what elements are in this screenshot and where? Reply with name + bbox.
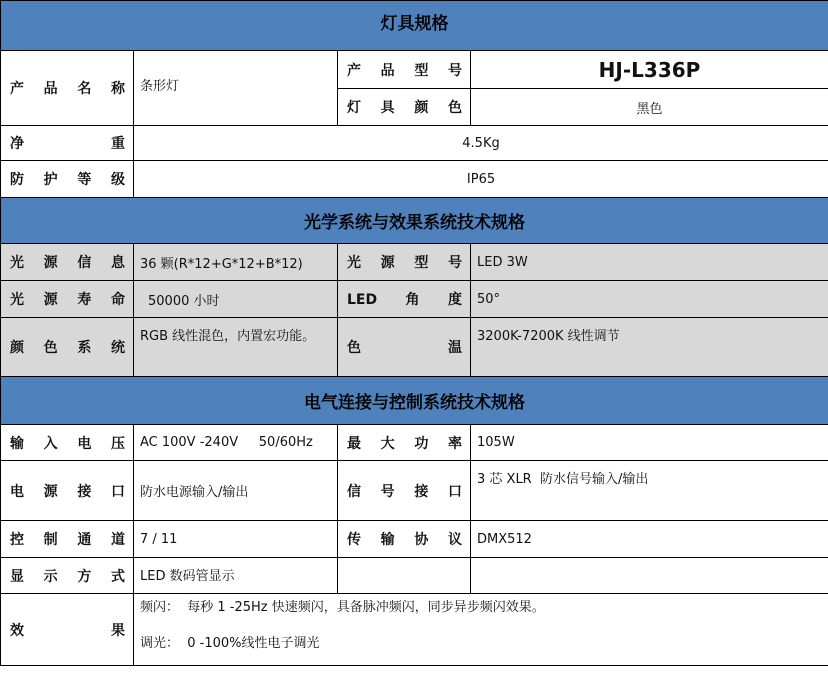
table-row: [1, 558, 828, 594]
effects-value: [134, 594, 828, 666]
signal-port-value: 3 芯 XLR 防水信号输入/输出: [471, 461, 828, 521]
section-header-fixture: [1, 1, 828, 51]
product-model-label: 产品型号: [338, 51, 471, 89]
ip-rating-label: 防护等级: [1, 161, 134, 198]
power-port-value: 防水电源输入/输出: [134, 461, 338, 521]
effect-strobe-text: 频闪： 每秒 1 -25Hz 快速频闪，具备脉冲频闪，同步异步频闪效果。: [140, 600, 545, 615]
light-source-info-label: 光源信息: [1, 244, 134, 281]
table-row: [1, 126, 828, 161]
power-port-label: 电源接口: [1, 461, 134, 521]
product-name-label: 产品名称: [1, 51, 134, 126]
display-mode-value: LED 数码管显示: [134, 558, 338, 594]
light-source-info-value: 36 颗(R*12+G*12+B*12): [134, 244, 338, 281]
effect-dimmer-text: 调光： 0 -100%线性电子调光: [140, 636, 320, 651]
table-row: [1, 161, 828, 198]
display-mode-label: 显示方式: [1, 558, 134, 594]
control-channels-value: 7 / 11: [134, 521, 338, 558]
table-row: [1, 521, 828, 558]
fixture-color-value: 黑色: [471, 89, 828, 126]
max-power-label: 最大功率: [338, 425, 471, 461]
empty-cell: [338, 558, 471, 594]
protocol-label: 传输协议: [338, 521, 471, 558]
table-row: [1, 461, 828, 521]
weight-label: 净重: [1, 126, 134, 161]
section-header-electrical: [1, 377, 828, 425]
protocol-value: DMX512: [471, 521, 828, 558]
color-temperature-label: 色温: [338, 318, 471, 377]
control-channels-label: 控制通道: [1, 521, 134, 558]
section-title-electrical: 电气连接与控制系统技术规格: [1, 377, 828, 425]
table-row: [1, 281, 828, 318]
led-angle-value: 50°: [471, 281, 828, 318]
led-angle-label: LED角度: [338, 281, 471, 318]
product-model-value: HJ-L336P: [471, 51, 828, 89]
input-voltage-value: AC 100V -240V 50/60Hz: [134, 425, 338, 461]
lamp-life-value: 50000 小时: [134, 281, 338, 318]
section-title-fixture: 灯具规格: [1, 1, 828, 51]
section-header-optical: [1, 198, 828, 244]
color-system-label: 颜色系统: [1, 318, 134, 377]
table-row: [1, 594, 828, 666]
ip-rating-value: IP65: [134, 161, 828, 198]
fixture-color-label: 灯具颜色: [338, 89, 471, 126]
table-row: [1, 244, 828, 281]
effects-label: 效果: [1, 594, 134, 666]
table-row: [1, 425, 828, 461]
signal-port-label: 信号接口: [338, 461, 471, 521]
table-row: [1, 318, 828, 377]
light-source-model-value: LED 3W: [471, 244, 828, 281]
weight-value: 4.5Kg: [134, 126, 828, 161]
empty-cell: [471, 558, 828, 594]
max-power-value: 105W: [471, 425, 828, 461]
table-row: [1, 51, 828, 89]
color-system-value: RGB 线性混色，内置宏功能。: [134, 318, 338, 377]
lamp-life-label: 光源寿命: [1, 281, 134, 318]
color-temperature-value: 3200K-7200K 线性调节: [471, 318, 828, 377]
light-source-model-label: 光源型号: [338, 244, 471, 281]
section-title-optical: 光学系统与效果系统技术规格: [1, 198, 828, 244]
input-voltage-label: 输入电压: [1, 425, 134, 461]
product-name-value: 条形灯: [134, 51, 338, 126]
